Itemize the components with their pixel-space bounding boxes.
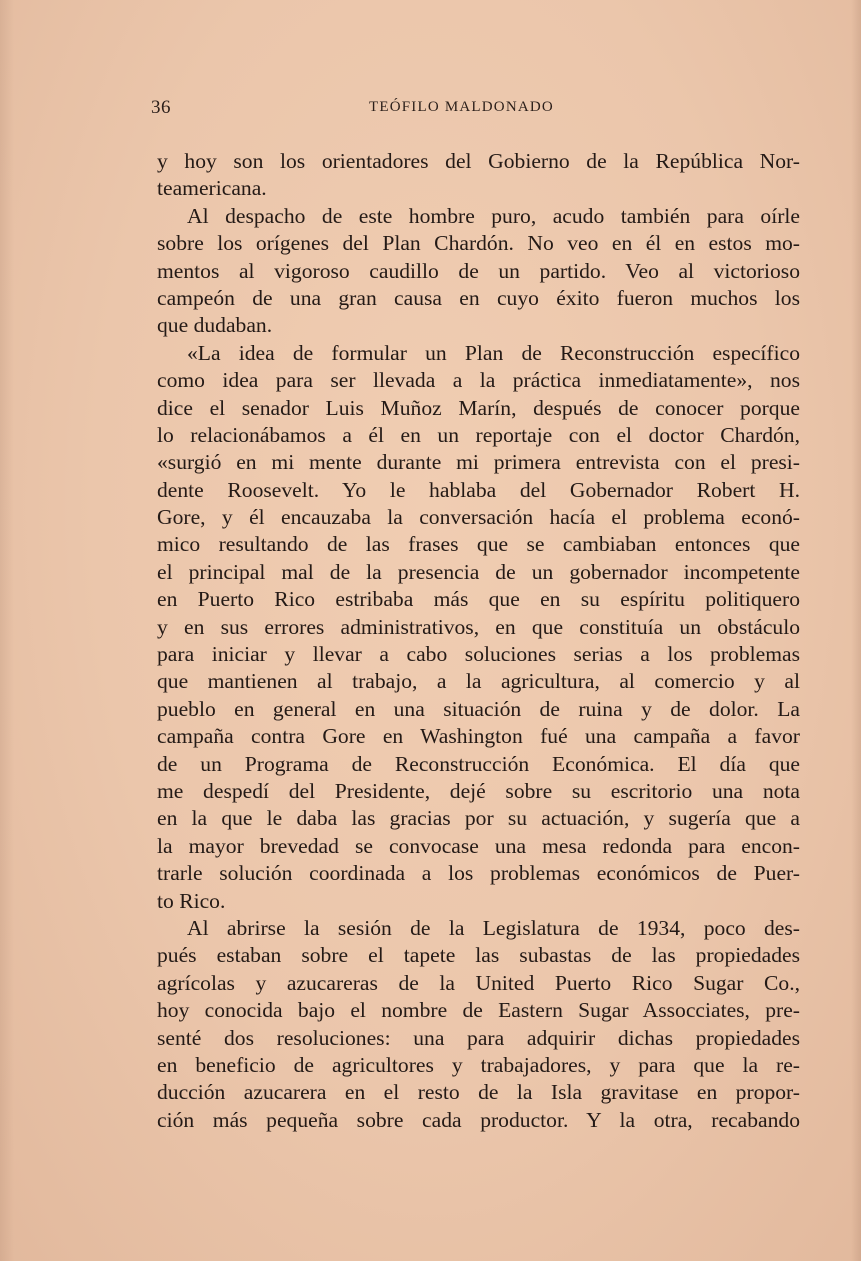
body-text [157, 148, 800, 1134]
text-line: en Puerto Rico estribaba más que en su espíritu politiquero [157, 587, 800, 612]
text-line: y en sus errores administrativos, en que constituía un obstáculo [157, 614, 800, 639]
page-header [151, 97, 800, 121]
text-line: el principal mal de la presencia de un gobernador incompetente [157, 559, 800, 584]
text-line: en beneficio de agricultores y trabajadores, y para que la re- [157, 1052, 800, 1077]
running-head: TEÓFILO MALDONADO [369, 99, 554, 115]
text-line: senté dos resoluciones: una para adquirir dichas propiedades [157, 1025, 800, 1050]
text-line: dice el senador Luis Muñoz Marín, después de conocer porque [157, 395, 800, 420]
text-line: campaña contra Gore en Washington fué una campaña a favor [157, 724, 800, 749]
text-line: ducción azucarera en el resto de la Isla gravitase en propor- [157, 1080, 800, 1105]
text-line: me despedí del Presidente, dejé sobre su escritorio una nota [157, 778, 800, 803]
text-line: lo relacionábamos a él en un reportaje con el doctor Chardón, [157, 422, 800, 447]
text-line: Gore, y él encauzaba la conversación hacía el problema econó- [157, 505, 800, 530]
text-line: Al abrirse la sesión de la Legislatura de 1934, poco des- [187, 915, 800, 940]
text-line: agrícolas y azucareras de la United Puerto Rico Sugar Co., [157, 970, 800, 995]
text-line: to Rico. [157, 888, 226, 913]
page-number: 36 [151, 97, 171, 118]
text-line: hoy conocida bajo el nombre de Eastern Sugar Assocciates, pre- [157, 998, 800, 1023]
text-line: como idea para ser llevada a la práctica inmediatamente», nos [157, 368, 800, 393]
text-line: trarle solución coordinada a los problemas económicos de Puer- [157, 861, 800, 886]
text-line: para iniciar y llevar a cabo soluciones serias a los problemas [157, 642, 800, 667]
text-line: que dudaban. [157, 313, 273, 338]
text-line: campeón de una gran causa en cuyo éxito fueron muchos los [157, 285, 800, 310]
text-line: sobre los orígenes del Plan Chardón. No veo en él en estos mo- [157, 231, 800, 256]
text-line: teamericana. [157, 176, 267, 201]
text-line: mentos al vigoroso caudillo de un partido. Veo al victorioso [157, 258, 800, 283]
text-line: pueblo en general en una situación de ruina y de dolor. La [157, 696, 800, 721]
text-line: «La idea de formular un Plan de Reconstrucción específico [187, 340, 800, 365]
text-line: ción más pequeña sobre cada productor. Y la otra, recabando [157, 1107, 800, 1132]
text-line: de un Programa de Reconstrucción Económica. El día que [157, 751, 800, 776]
text-line: pués estaban sobre el tapete las subastas de las propiedades [157, 943, 800, 968]
text-line: la mayor brevedad se convocase una mesa redonda para encon- [157, 833, 800, 858]
text-line: Al despacho de este hombre puro, acudo también para oírle [187, 203, 800, 228]
text-line: dente Roosevelt. Yo le hablaba del Gobernador Robert H. [157, 477, 800, 502]
text-line: que mantienen al trabajo, a la agricultura, al comercio y al [157, 669, 800, 694]
text-line: en la que le daba las gracias por su actuación, y sugería que a [157, 806, 800, 831]
text-line: «surgió en mi mente durante mi primera entrevista con el presi- [157, 450, 800, 475]
text-line: mico resultando de las frases que se cambiaban entonces que [157, 532, 800, 557]
text-line: y hoy son los orientadores del Gobierno de la República Nor- [157, 149, 800, 173]
